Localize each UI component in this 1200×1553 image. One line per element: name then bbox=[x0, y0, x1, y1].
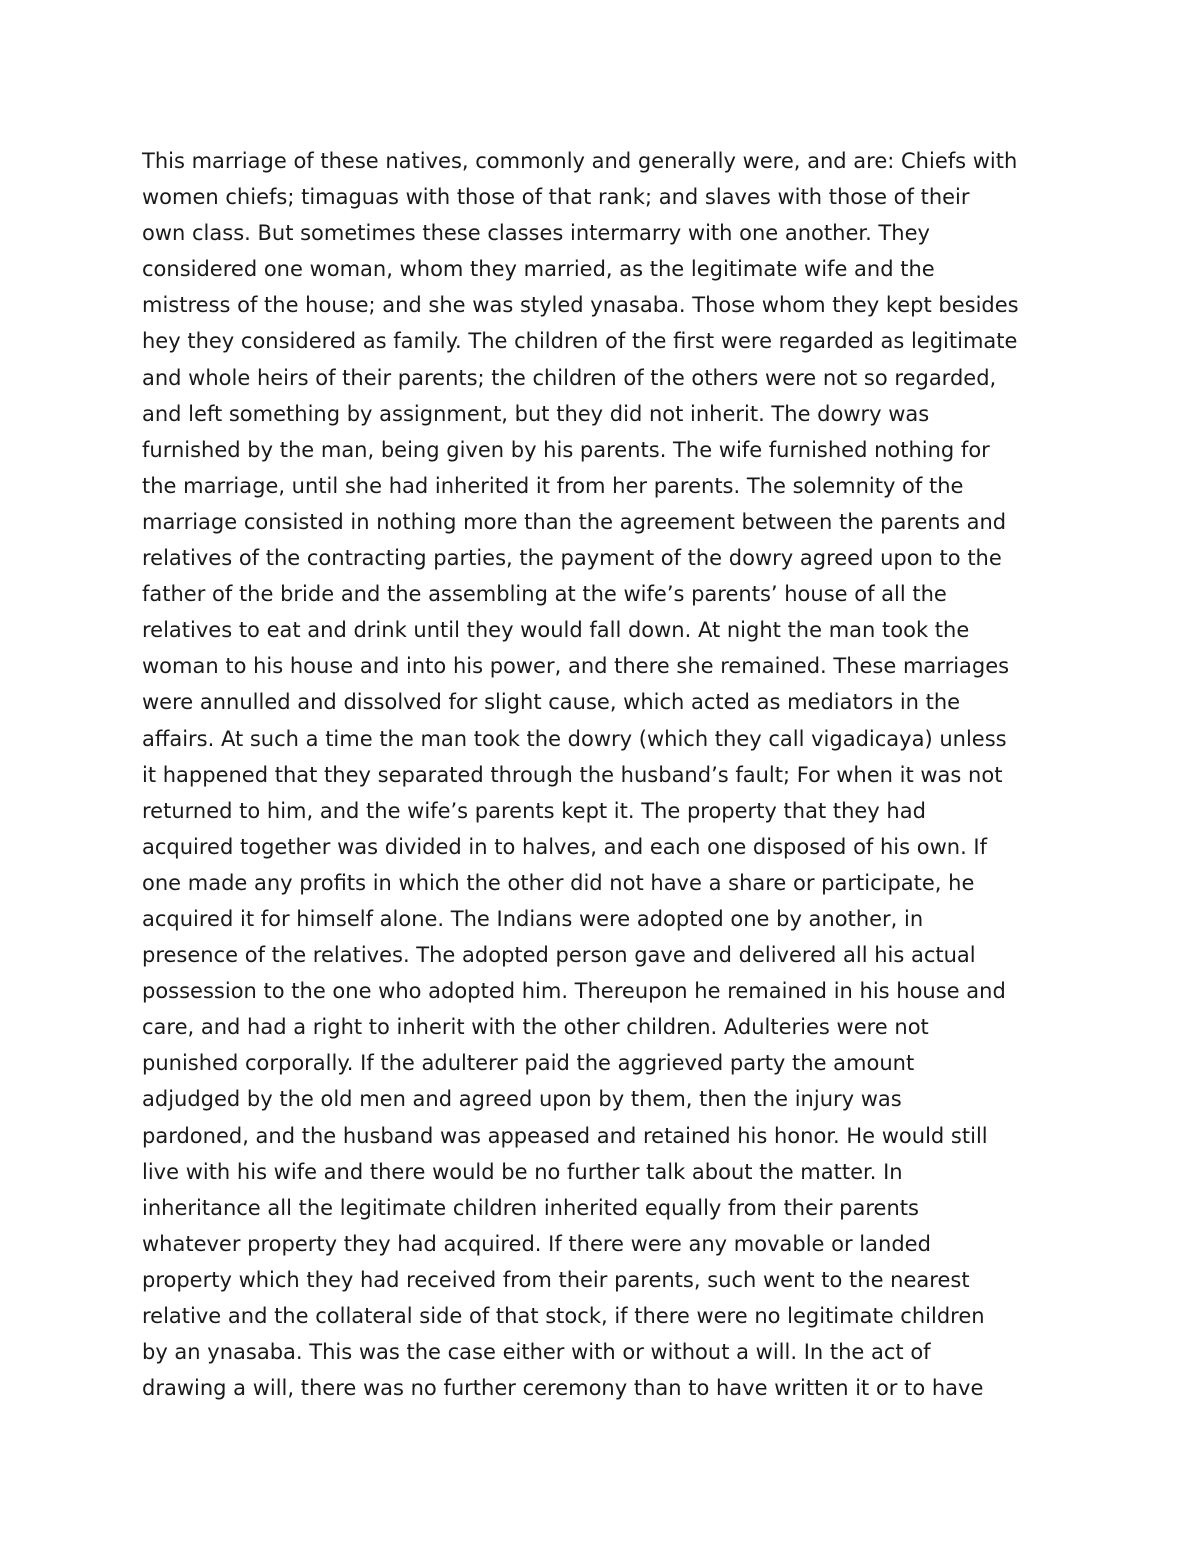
text-line: acquired together was divided in to halves, and each one disposed of his own. If bbox=[142, 834, 988, 859]
text-line: relatives of the contracting parties, the payment of the dowry agreed upon to the bbox=[142, 546, 1002, 571]
text-line: drawing a will, there was no further ceremony than to have written it or to have bbox=[142, 1376, 984, 1401]
text-line: affairs. At such a time the man took the dowry (which they call vigadicaya) unless bbox=[142, 726, 1007, 751]
text-line: woman to his house and into his power, and there she remained. These marriages bbox=[142, 654, 1010, 679]
text-line: and whole heirs of their parents; the children of the others were not so regarded, bbox=[142, 365, 997, 390]
text-line: considered one woman, whom they married, as the legitimate wife and the bbox=[142, 257, 935, 282]
text-line: it happened that they separated through the husband’s fault; For when it was not bbox=[142, 762, 1003, 787]
text-line: returned to him, and the wife’s parents kept it. The property that they had bbox=[142, 798, 926, 823]
text-line: by an ynasaba. This was the case either with or without a will. In the act of bbox=[142, 1340, 931, 1365]
text-line: hey they considered as family. The children of the first were regarded as legitimate bbox=[142, 329, 1018, 354]
text-line: father of the bride and the assembling at the wife’s parents’ house of all the bbox=[142, 582, 947, 607]
text-line: live with his wife and there would be no further talk about the matter. In bbox=[142, 1159, 903, 1184]
text-line: whatever property they had acquired. If there were any movable or landed bbox=[142, 1231, 931, 1256]
text-line: were annulled and dissolved for slight cause, which acted as mediators in the bbox=[142, 690, 961, 715]
text-line: acquired it for himself alone. The Indians were adopted one by another, in bbox=[142, 906, 924, 931]
body-paragraph bbox=[142, 143, 1082, 1406]
text-line: This marriage of these natives, commonly and generally were, and are: Chiefs with bbox=[142, 149, 1018, 173]
text-line: own class. But sometimes these classes intermarry with one another. They bbox=[142, 221, 930, 246]
text-line: adjudged by the old men and agreed upon by them, then the injury was bbox=[142, 1087, 902, 1112]
text-line: relatives to eat and drink until they would fall down. At night the man took the bbox=[142, 618, 970, 643]
text-line: possession to the one who adopted him. Thereupon he remained in his house and bbox=[142, 979, 1006, 1004]
text-line: pardoned, and the husband was appeased and retained his honor. He would still bbox=[142, 1123, 988, 1148]
text-line: care, and had a right to inherit with the other children. Adulteries were not bbox=[142, 1015, 929, 1040]
text-line: marriage consisted in nothing more than the agreement between the parents and bbox=[142, 509, 1007, 534]
text-line: mistress of the house; and she was styled ynasaba. Those whom they kept besides bbox=[142, 293, 1019, 318]
text-line: women chiefs; timaguas with those of that rank; and slaves with those of their bbox=[142, 185, 970, 210]
text-line: presence of the relatives. The adopted person gave and delivered all his actual bbox=[142, 943, 976, 968]
text-line: and left something by assignment, but they did not inherit. The dowry was bbox=[142, 401, 930, 426]
text-line: relative and the collateral side of that stock, if there were no legitimate children bbox=[142, 1304, 985, 1328]
text-line: inheritance all the legitimate children inherited equally from their parents bbox=[142, 1195, 919, 1220]
text-line: one made any profits in which the other did not have a share or participate, he bbox=[142, 870, 975, 895]
text-line: punished corporally. If the adulterer paid the aggrieved party the amount bbox=[142, 1051, 915, 1076]
text-line: property which they had received from their parents, such went to the nearest bbox=[142, 1267, 970, 1292]
text-line: the marriage, until she had inherited it from her parents. The solemnity of the bbox=[142, 473, 964, 498]
text-line: furnished by the man, being given by his parents. The wife furnished nothing for bbox=[142, 437, 990, 462]
